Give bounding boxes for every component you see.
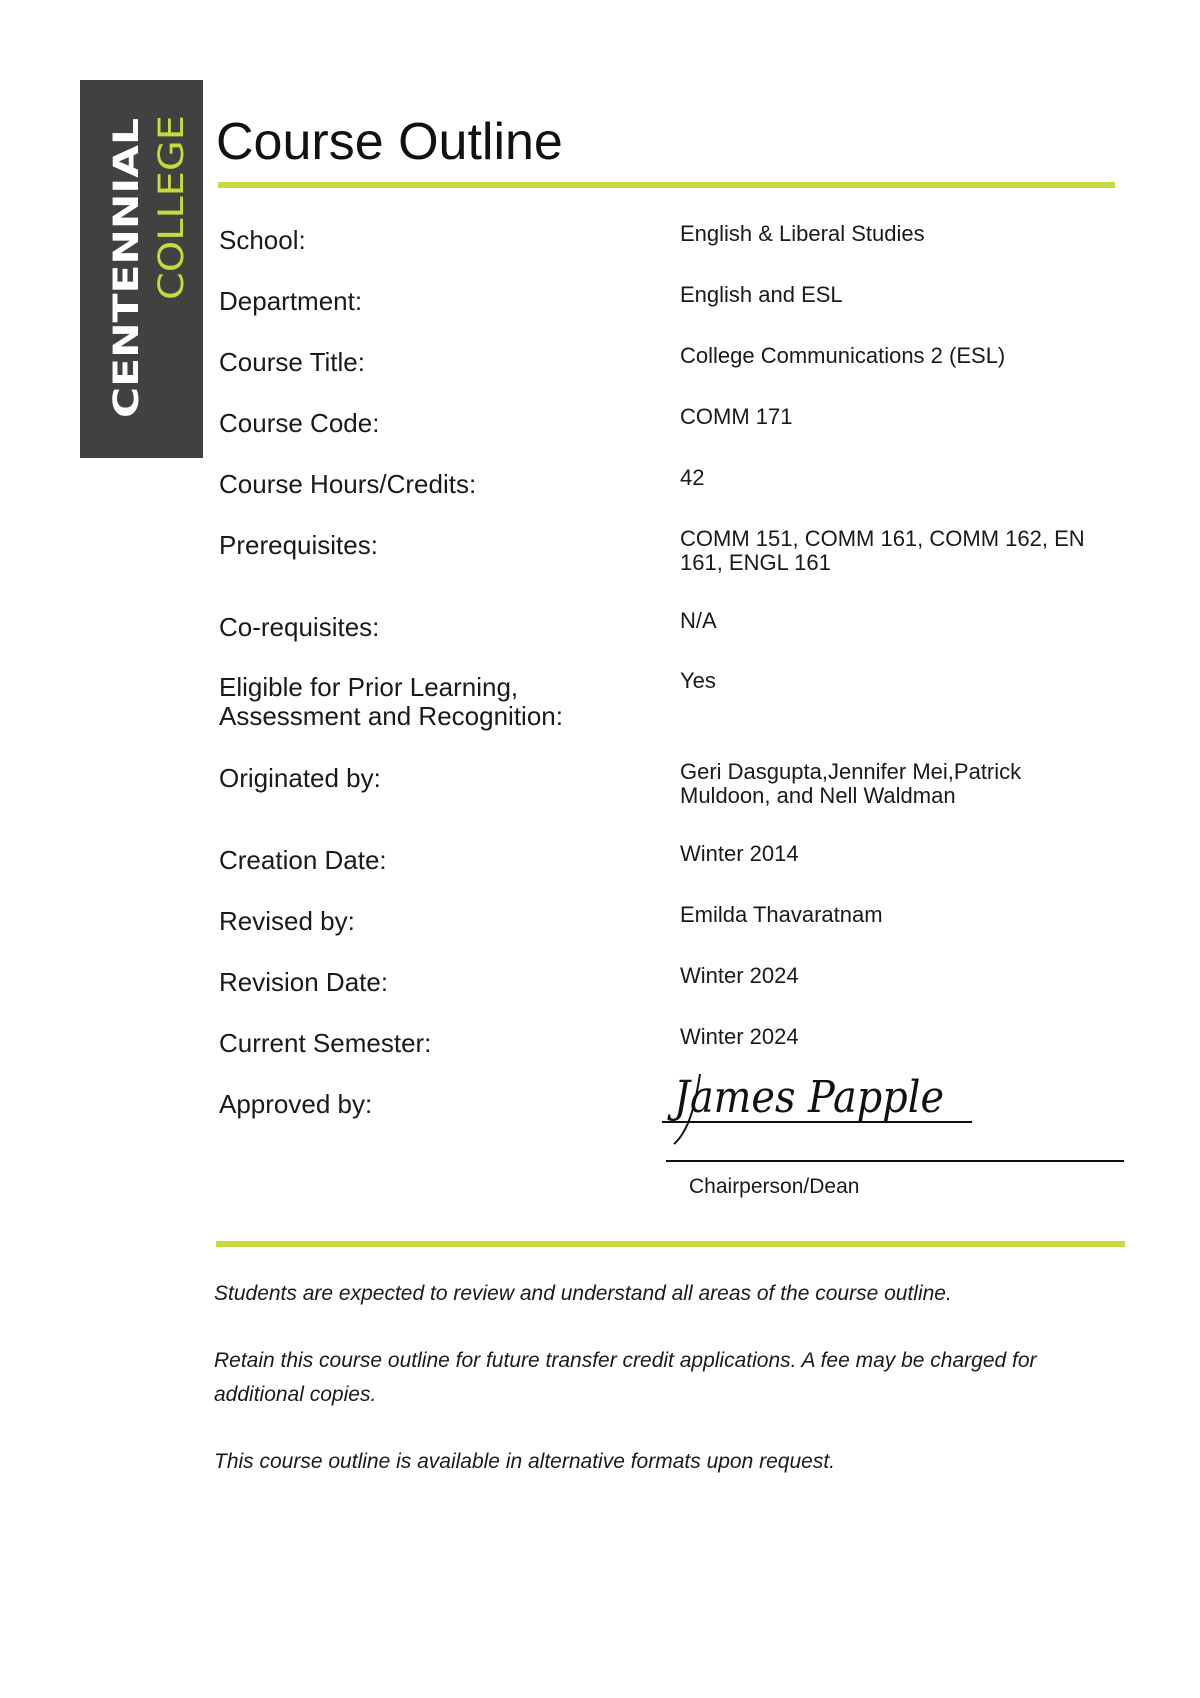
field-label: Originated by: — [219, 763, 381, 793]
field-value: Winter 2014 — [680, 841, 799, 866]
signature-script: James Papple — [666, 1072, 944, 1123]
field-value: COMM 171 — [680, 404, 793, 429]
field-label: Current Semester: — [219, 1028, 432, 1058]
field-value: English and ESL — [680, 282, 843, 307]
logo-line-1: CENTENNIAL — [107, 170, 147, 418]
page-title: Course Outline — [216, 113, 563, 171]
notes-divider — [216, 1241, 1125, 1247]
field-label: Prerequisites: — [219, 530, 378, 560]
field-label: Department: — [219, 286, 363, 316]
approver-signature — [662, 1060, 982, 1155]
field-value: Winter 2024 — [680, 1024, 799, 1049]
field-label: Eligible for Prior Learning, Assessment and Recognition: — [219, 672, 563, 731]
note-retain: Retain this course outline for future transfer credit applications. A fee may be charged for additional copies. — [214, 1349, 1037, 1406]
field-label: Course Code: — [219, 408, 380, 438]
field-value: 42 — [680, 465, 705, 490]
field-label: School: — [219, 225, 306, 255]
field-value: Yes — [680, 668, 716, 693]
signature-image — [662, 1060, 982, 1150]
field-label: Co-requisites: — [219, 612, 380, 642]
field-value: Geri Dasgupta,Jennifer Mei,Patrick Muldoon, and Nell Waldman — [680, 759, 1022, 808]
field-label: Creation Date: — [219, 845, 387, 875]
field-value: N/A — [680, 608, 717, 633]
field-label: Approved by: — [219, 1089, 373, 1119]
note-alternative-formats: This course outline is available in alternative formats upon request. — [214, 1450, 835, 1473]
field-value: English & Liberal Studies — [680, 221, 925, 246]
field-value: Emilda Thavaratnam — [680, 902, 883, 927]
field-value: College Communications 2 (ESL) — [680, 343, 1006, 368]
field-label: Course Title: — [219, 347, 365, 377]
field-label: Revision Date: — [219, 967, 389, 997]
title-divider — [218, 182, 1115, 188]
note-review: Students are expected to review and understand all areas of the course outline. — [214, 1282, 952, 1305]
signature-caption: Chairperson/Dean — [689, 1175, 860, 1198]
field-value: COMM 151, COMM 161, COMM 162, EN 161, ENGL 161 — [680, 526, 1085, 575]
college-logo-wordmark — [80, 80, 203, 458]
field-label: Revised by: — [219, 906, 355, 936]
field-label: Course Hours/Credits: — [219, 469, 477, 499]
signature-line — [666, 1160, 1124, 1162]
college-logo — [80, 80, 203, 458]
logo-line-2: COLLEGE — [152, 137, 192, 300]
field-value: Winter 2024 — [680, 963, 799, 988]
